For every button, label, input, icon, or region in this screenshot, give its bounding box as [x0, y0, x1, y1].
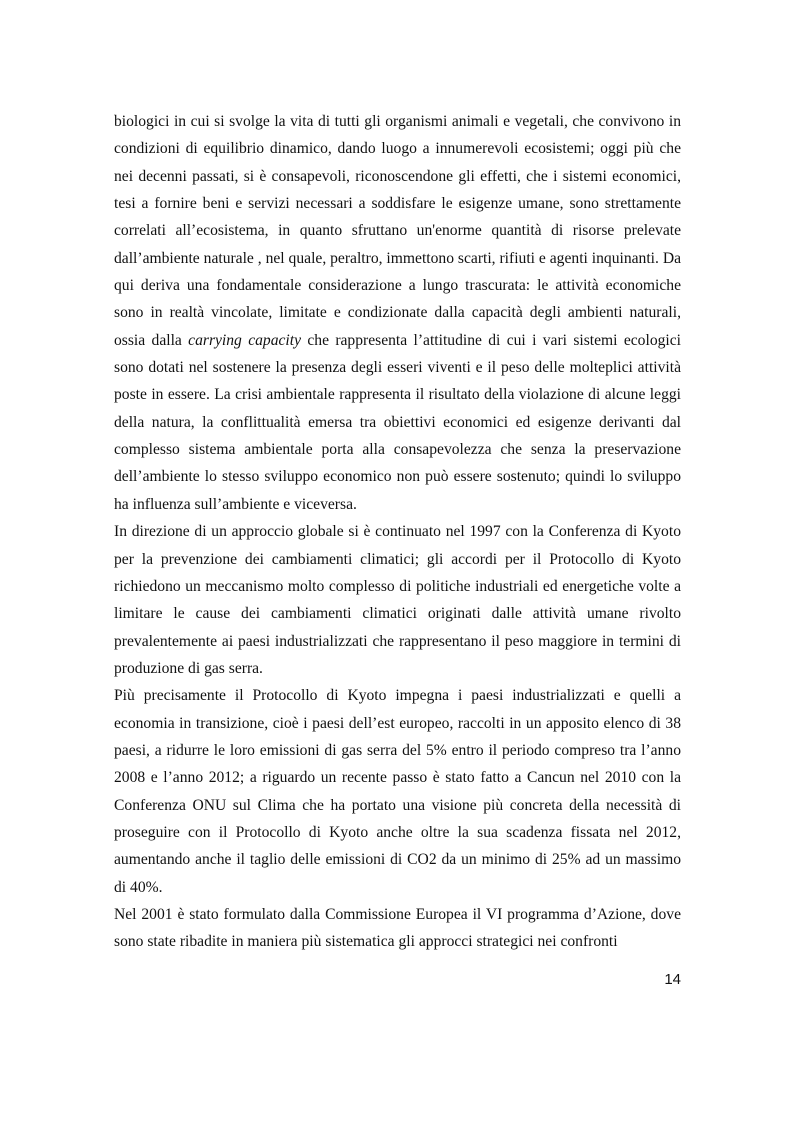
- paragraph-1: [114, 108, 681, 518]
- carrying-capacity-term: carrying capacity: [188, 331, 302, 349]
- page-number: 14: [664, 971, 681, 988]
- paragraph-2: In direzione di un approccio globale si è continuato nel 1997 con la Conferenza di Kyoto per la prevenzione dei cambiamenti climatici; gli accordi per il Protocollo di Kyoto richiedono un meccanismo molto complesso di politiche industriali ed energetiche volte a limitare le cause dei cambiamenti climatici originati dalle attività umane rivolto prevalentemente ai paesi industrializzati che rappresentano il peso maggiore in termini di produzione di gas serra.: [114, 523, 681, 677]
- paragraph-1-text-before: biologici in cui si svolge la vita di tutti gli organismi animali e vegetali, che convivono in condizioni di equilibrio dinamico, dando luogo a innumerevoli ecosistemi; oggi più che nei decenni passati, si è consapevoli, riconoscendone gli effetti, che i sistemi economici, tesi a fornire beni e servizi necessari a soddisfare le esigenze umane, sono strettamente correlati all’ecosistema, in quanto sfruttano un'enorme quantità di risorse prelevate dall’ambiente naturale , nel quale, peraltro, immettono scarti, rifiuti e agenti inquinanti. Da qui deriva una fondamentale considerazione a lungo trascurata: le attività economiche sono in realtà vincolate, limitate e condizionate dalla capacità degli ambienti naturali, ossia dalla: [114, 113, 681, 349]
- paragraph-3: Più precisamente il Protocollo di Kyoto impegna i paesi industrializzati e quelli a economia in transizione, cioè i paesi dell’est europeo, raccolti in un apposito elenco di 38 paesi, a ridurre le loro emissioni di gas serra del 5% entro il periodo compreso tra l’anno 2008 e l’anno 2012; a riguardo un recente passo è stato fatto a Cancun nel 2010 con la Conferenza ONU sul Clima che ha portato una visione più concreta della necessità di proseguire con il Protocollo di Kyoto anche oltre la sua scadenza fissata nel 2012, aumentando anche il taglio delle emissioni di CO2 da un minimo di 25% ad un massimo di 40%.: [114, 687, 681, 896]
- paragraph-4: Nel 2001 è stato formulato dalla Commissione Europea il VI programma d’Azione, dove sono state ribadite in maniera più sistematica gli approcci strategici nei confronti: [114, 905, 681, 951]
- paragraph-1-text-after: che rappresenta l’attitudine di cui i vari sistemi ecologici sono dotati nel sostenere la presenza degli esseri viventi e il peso delle molteplici attività poste in essere. La crisi ambientale rappresenta il risultato della violazione di alcune leggi della natura, la conflittualità emersa tra obiettivi economici ed esigenze derivanti dal complesso sistema ambientale porta alla consapevolezza che senza la preservazione dell’ambiente lo stesso sviluppo economico non può essere sostenuto; quindi lo sviluppo ha influenza sull’ambiente e viceversa.: [114, 331, 681, 513]
- page-body: [114, 108, 681, 956]
